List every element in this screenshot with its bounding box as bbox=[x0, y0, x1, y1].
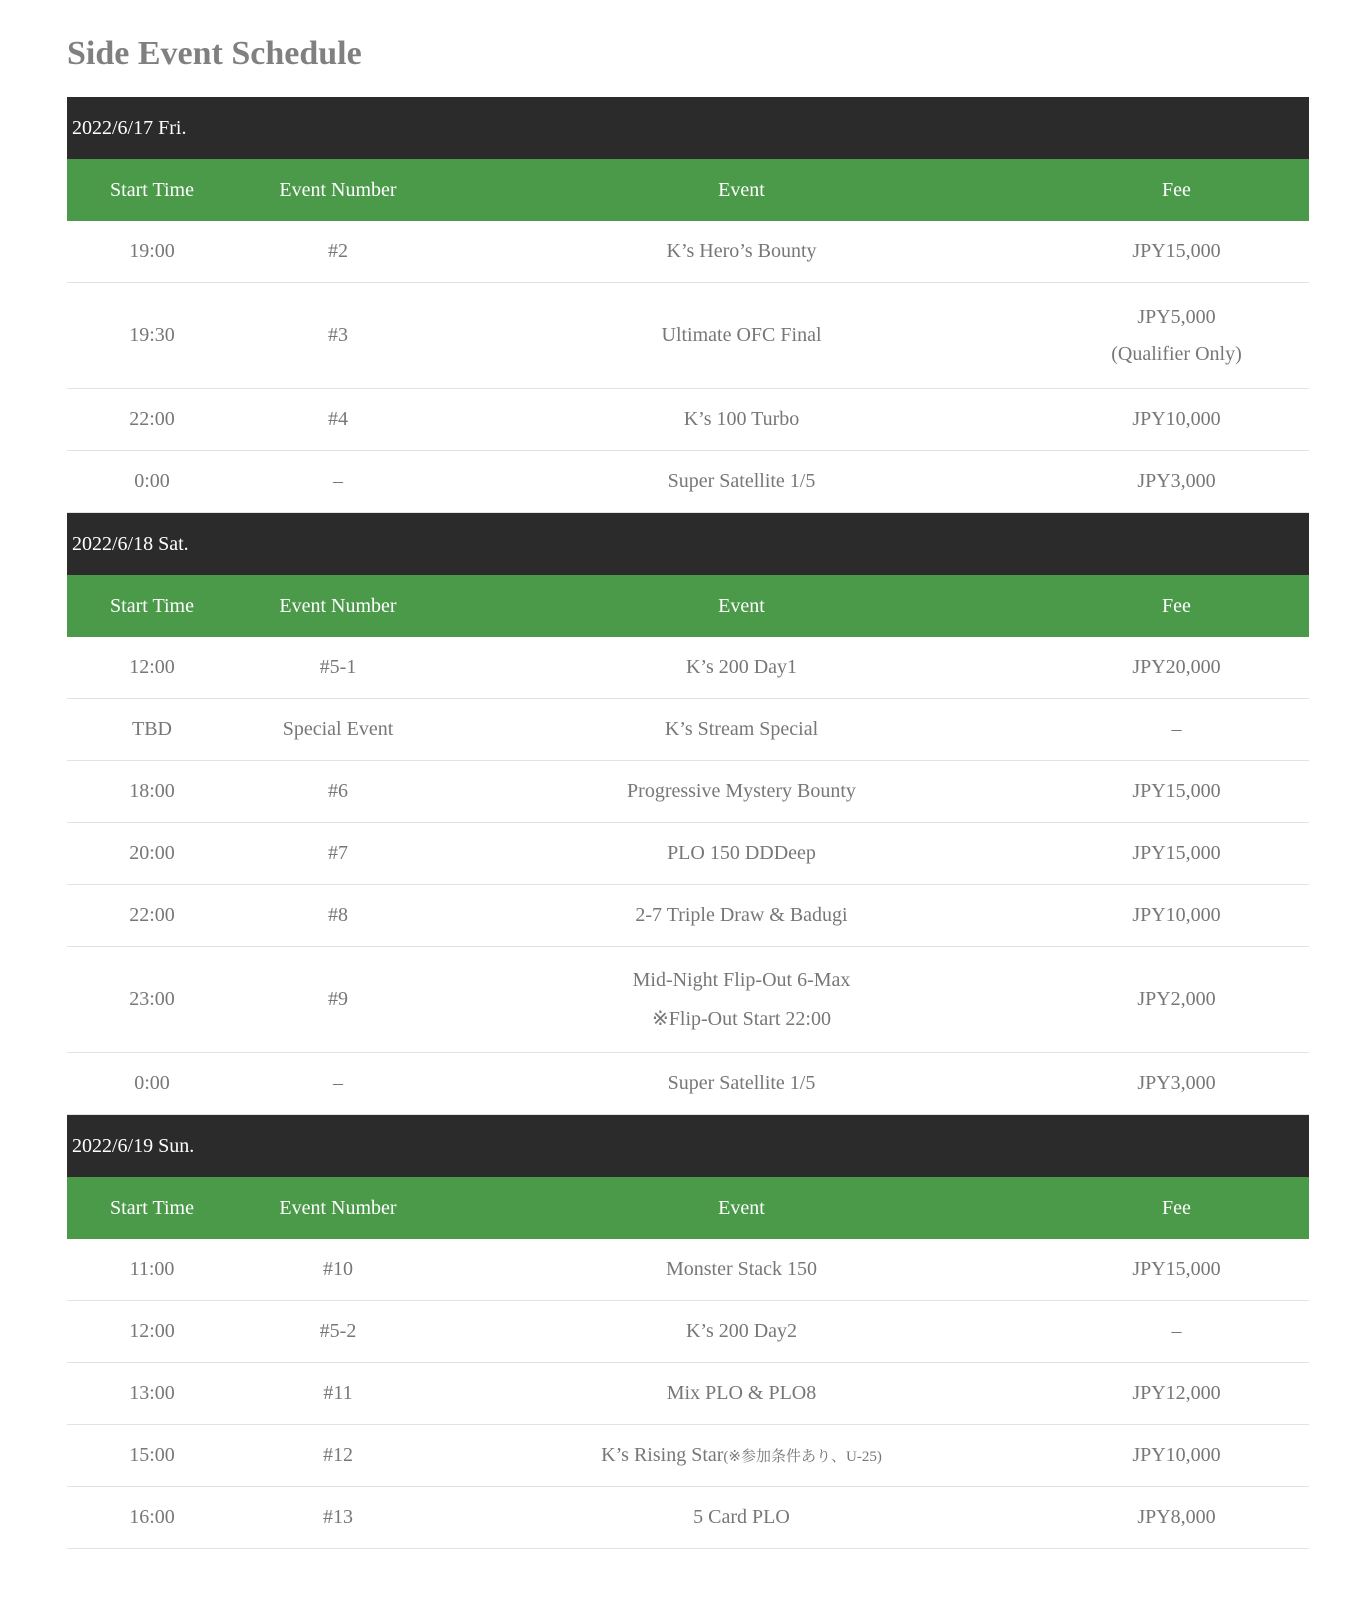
table-row bbox=[67, 761, 1309, 823]
column-header-fee: Fee bbox=[1162, 594, 1191, 617]
fee-cell bbox=[1044, 1444, 1309, 1467]
start-time-cell: 19:30 bbox=[129, 324, 175, 346]
event-subline: ※Flip-Out Start 22:00 bbox=[652, 1007, 831, 1030]
table-row bbox=[67, 1425, 1309, 1487]
column-header-event-number: Event Number bbox=[279, 1196, 397, 1219]
event-number-cell: #9 bbox=[328, 988, 348, 1010]
event-cell bbox=[439, 1320, 1044, 1343]
event-name: K’s 200 Day1 bbox=[685, 656, 798, 678]
fee-cell bbox=[1044, 408, 1309, 431]
table-row bbox=[67, 1487, 1309, 1549]
event-number-cell: #4 bbox=[328, 408, 348, 430]
start-time-cell: 15:00 bbox=[129, 1444, 175, 1466]
event-number-cell: #11 bbox=[323, 1382, 353, 1404]
column-header-row bbox=[67, 1177, 1309, 1239]
table-row bbox=[67, 885, 1309, 947]
event-cell bbox=[439, 842, 1044, 865]
fee-value: JPY20,000 bbox=[1132, 656, 1221, 678]
fee-value: JPY2,000 bbox=[1137, 988, 1216, 1010]
table-row bbox=[67, 1053, 1309, 1115]
event-cell bbox=[439, 1506, 1044, 1529]
fee-cell bbox=[1044, 240, 1309, 263]
event-name: Super Satellite 1/5 bbox=[667, 1072, 816, 1094]
day-header: 2022/6/18 Sat. bbox=[67, 513, 1309, 575]
event-number-cell: #5-2 bbox=[319, 1320, 357, 1342]
event-number-cell: #13 bbox=[323, 1506, 353, 1528]
event-cell bbox=[439, 1258, 1044, 1281]
fee-cell bbox=[1044, 842, 1309, 865]
fee-cell bbox=[1044, 470, 1309, 493]
event-number-cell: #7 bbox=[328, 842, 348, 864]
day-header: 2022/6/19 Sun. bbox=[67, 1115, 1309, 1177]
start-time-cell: 23:00 bbox=[129, 988, 175, 1010]
fee-cell bbox=[1044, 1506, 1309, 1529]
table-row bbox=[67, 221, 1309, 283]
column-header-fee: Fee bbox=[1162, 178, 1191, 201]
fee-value: JPY3,000 bbox=[1137, 1072, 1216, 1094]
start-time-cell: 0:00 bbox=[134, 1072, 170, 1094]
event-cell bbox=[439, 240, 1044, 263]
event-number-cell: #3 bbox=[328, 324, 348, 346]
start-time-cell: 11:00 bbox=[129, 1258, 175, 1280]
event-number-cell: #12 bbox=[323, 1444, 353, 1466]
fee-subline: (Qualifier Only) bbox=[1111, 342, 1242, 365]
table-row bbox=[67, 823, 1309, 885]
table-row bbox=[67, 1239, 1309, 1301]
event-name: K’s Rising Star bbox=[601, 1444, 724, 1466]
start-time-cell: 0:00 bbox=[134, 470, 170, 492]
event-name: Ultimate OFC Final bbox=[661, 324, 822, 346]
fee-value: – bbox=[1171, 1320, 1182, 1342]
fee-cell bbox=[1044, 780, 1309, 803]
fee-value: JPY3,000 bbox=[1137, 470, 1216, 492]
event-cell bbox=[439, 780, 1044, 803]
column-header-event-number: Event Number bbox=[279, 178, 397, 201]
start-time-cell: 16:00 bbox=[129, 1506, 175, 1528]
event-name: Super Satellite 1/5 bbox=[667, 470, 816, 492]
event-number-cell: Special Event bbox=[282, 718, 394, 740]
event-cell bbox=[439, 656, 1044, 679]
event-name: PLO 150 DDDeep bbox=[667, 842, 816, 864]
event-cell bbox=[439, 1382, 1044, 1405]
fee-cell bbox=[1044, 988, 1309, 1011]
day-block bbox=[67, 97, 1309, 513]
table-row bbox=[67, 1301, 1309, 1363]
column-header-row bbox=[67, 159, 1309, 221]
fee-cell bbox=[1044, 718, 1309, 741]
fee-cell bbox=[1044, 1320, 1309, 1343]
fee-cell bbox=[1044, 1072, 1309, 1095]
event-number-cell: – bbox=[333, 470, 343, 492]
event-name: Mix PLO & PLO8 bbox=[666, 1382, 817, 1404]
table-row bbox=[67, 947, 1309, 1053]
fee-value: JPY15,000 bbox=[1132, 842, 1221, 864]
table-row bbox=[67, 389, 1309, 451]
column-header-start-time: Start Time bbox=[110, 594, 194, 617]
event-note: (※参加条件あり、U-25) bbox=[723, 1449, 882, 1465]
fee-cell bbox=[1044, 306, 1309, 366]
fee-value: JPY10,000 bbox=[1132, 904, 1221, 926]
event-name: K’s Hero’s Bounty bbox=[666, 240, 817, 262]
fee-value: JPY10,000 bbox=[1132, 408, 1221, 430]
table-row bbox=[67, 699, 1309, 761]
event-number-cell: #10 bbox=[323, 1258, 353, 1280]
column-header-event-number: Event Number bbox=[279, 594, 397, 617]
column-header-fee: Fee bbox=[1162, 1196, 1191, 1219]
start-time-cell: TBD bbox=[132, 718, 172, 740]
start-time-cell: 18:00 bbox=[129, 780, 175, 802]
fee-cell bbox=[1044, 656, 1309, 679]
column-header-start-time: Start Time bbox=[110, 178, 194, 201]
column-header-start-time: Start Time bbox=[110, 1196, 194, 1219]
day-block bbox=[67, 1115, 1309, 1549]
event-cell bbox=[439, 470, 1044, 493]
table-row bbox=[67, 1363, 1309, 1425]
event-number-cell: #8 bbox=[328, 904, 348, 926]
event-name: 5 Card PLO bbox=[693, 1506, 790, 1528]
event-cell bbox=[439, 1072, 1044, 1095]
column-header-row bbox=[67, 575, 1309, 637]
fee-value: JPY12,000 bbox=[1132, 1382, 1221, 1404]
event-name: 2-7 Triple Draw & Badugi bbox=[635, 904, 848, 926]
event-cell bbox=[439, 969, 1044, 1031]
table-row bbox=[67, 451, 1309, 513]
start-time-cell: 22:00 bbox=[129, 408, 175, 430]
event-cell bbox=[439, 324, 1044, 347]
fee-cell bbox=[1044, 1382, 1309, 1405]
event-cell bbox=[439, 408, 1044, 431]
event-name: Progressive Mystery Bounty bbox=[627, 780, 856, 802]
event-name: Mid-Night Flip-Out 6-Max bbox=[632, 968, 851, 991]
fee-value: – bbox=[1171, 718, 1182, 740]
start-time-cell: 12:00 bbox=[129, 1320, 175, 1342]
column-header-event: Event bbox=[718, 178, 765, 201]
day-block bbox=[67, 513, 1309, 1115]
fee-value: JPY15,000 bbox=[1132, 780, 1221, 802]
event-cell bbox=[439, 718, 1044, 741]
day-header: 2022/6/17 Fri. bbox=[67, 97, 1309, 159]
event-name: Monster Stack 150 bbox=[665, 1258, 818, 1280]
event-number-cell: #5-1 bbox=[319, 656, 357, 678]
fee-value: JPY8,000 bbox=[1137, 1506, 1216, 1528]
start-time-cell: 12:00 bbox=[129, 656, 175, 678]
start-time-cell: 22:00 bbox=[129, 904, 175, 926]
event-name: K’s Stream Special bbox=[664, 718, 819, 740]
table-row bbox=[67, 637, 1309, 699]
start-time-cell: 19:00 bbox=[129, 240, 175, 262]
event-cell bbox=[439, 1444, 1044, 1467]
column-header-event: Event bbox=[718, 1196, 765, 1219]
fee-cell bbox=[1044, 1258, 1309, 1281]
event-name: K’s 100 Turbo bbox=[683, 408, 800, 430]
event-name: K’s 200 Day2 bbox=[685, 1320, 798, 1342]
fee-value: JPY15,000 bbox=[1132, 1258, 1221, 1280]
page-title: Side Event Schedule bbox=[67, 35, 362, 72]
fee-value: JPY5,000 bbox=[1137, 305, 1216, 328]
fee-value: JPY15,000 bbox=[1132, 240, 1221, 262]
event-number-cell: – bbox=[333, 1072, 343, 1094]
fee-value: JPY10,000 bbox=[1132, 1444, 1221, 1466]
table-row bbox=[67, 283, 1309, 389]
start-time-cell: 13:00 bbox=[129, 1382, 175, 1404]
column-header-event: Event bbox=[718, 594, 765, 617]
fee-cell bbox=[1044, 904, 1309, 927]
event-number-cell: #2 bbox=[328, 240, 348, 262]
event-number-cell: #6 bbox=[328, 780, 348, 802]
start-time-cell: 20:00 bbox=[129, 842, 175, 864]
event-cell bbox=[439, 904, 1044, 927]
schedule-table bbox=[67, 97, 1309, 1549]
